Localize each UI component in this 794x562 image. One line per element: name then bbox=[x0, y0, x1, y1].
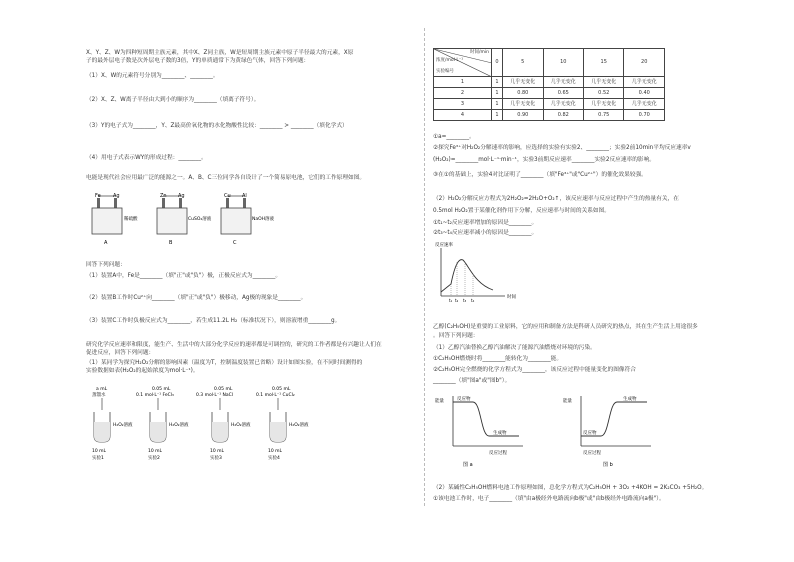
diag-b-y: 能量 bbox=[563, 399, 572, 404]
cell-b-e2: Ag bbox=[178, 193, 185, 199]
q2-part-3: （3）装置C工作时负极反应式为________，若生成11.2L H₂（标准状况下），则溶液增重________g。 bbox=[86, 318, 341, 324]
tube-4 bbox=[256, 386, 309, 461]
r-line-7: ①t₁~t₂反应速率增加的原因是________。 bbox=[433, 220, 538, 226]
q1-part-1: （1）X、W的元素符号分别为________、________。 bbox=[86, 73, 219, 79]
table-cell: 几乎无变化 bbox=[503, 99, 543, 110]
tube-2 bbox=[136, 386, 189, 461]
table-header-cell: 10 bbox=[543, 49, 583, 77]
cell-c-e2: Al bbox=[242, 193, 247, 199]
table-cell: 0.65 bbox=[543, 88, 583, 99]
diag-b-top: 生成物 bbox=[623, 397, 637, 402]
table-cell: 几乎无变化 bbox=[624, 99, 665, 110]
q2-intro: 电能是现代社会应用最广泛的能源之一。A、B、C三位同学各自设计了一个简易原电池，它们的工作原理如图。 bbox=[86, 175, 366, 181]
cell-a-e1: Fe bbox=[95, 193, 101, 199]
tick-t1: t₁ bbox=[449, 298, 453, 303]
tube-1-top: a mL bbox=[96, 387, 108, 392]
table-header-cell: 15 bbox=[584, 49, 624, 77]
r-line-13: ②C₂H₅OH完全燃烧的化学方程式为________，该反应过程中能量变化的图像符合 bbox=[433, 367, 636, 373]
cell-c-sol: NaOH溶液 bbox=[252, 217, 275, 222]
cell-a bbox=[92, 193, 138, 246]
tick-t4: t₄ bbox=[471, 298, 475, 303]
data-table bbox=[433, 48, 665, 121]
table-cell: 0.75 bbox=[584, 110, 624, 121]
diag-a-x: 反应过程 bbox=[489, 451, 507, 456]
table-header-cell: 5 bbox=[503, 49, 543, 77]
r-line-2: ②探究Fe³⁺对H₂O₂分解速率的影响，应选择的实验有实验2、________；实验2前10min平均反应速率v bbox=[433, 145, 691, 151]
tube-4-top2: 0.1 mol·L⁻¹ CuCl₂ bbox=[256, 393, 295, 398]
r-line-10: 。回答下列问题： bbox=[433, 333, 479, 339]
rate-ylabel: 反应速率 bbox=[435, 243, 453, 248]
tubes-figure bbox=[86, 384, 326, 464]
corner-bot: 实验编号 bbox=[436, 69, 454, 75]
tick-t3: t₃ bbox=[463, 298, 467, 303]
table-cell: 1 bbox=[492, 77, 503, 88]
q1-intro: X、Y、Z、W为四种短周期主族元素，其中X、Z同主族，W是短周期主族元素中原子半径最大的元素，X原 bbox=[86, 50, 354, 56]
cell-a-sol: 稀硫酸 bbox=[124, 217, 138, 222]
tube-2-vol: 10 mL bbox=[148, 449, 163, 454]
table-row bbox=[434, 77, 665, 88]
table-header-cell: 20 bbox=[624, 49, 665, 77]
q1-part-4: （4）用电子式表示WY的形成过程：________。 bbox=[86, 155, 207, 161]
r-line-11: （1）乙醇汽油替换乙醇汽油解决了能源汽油燃烧对环境的污染。 bbox=[433, 345, 596, 351]
tube-1 bbox=[92, 386, 133, 461]
table-row bbox=[434, 110, 665, 121]
tube-1-label: 实验1 bbox=[92, 456, 104, 461]
q3-part-1b: 实验数据如表(H₂O₂的起始浓度为mol·L⁻¹)。 bbox=[86, 368, 199, 374]
diag-a-bottom: 生成物 bbox=[493, 431, 507, 436]
r-line-5: （2）H₂O₂分解反应方程式为2H₂O₂=2H₂O+O₂↑，该反应速率与反应过程中产生的热量有关，在 bbox=[433, 196, 679, 202]
cell-b-e1: Zn bbox=[160, 193, 167, 199]
table-header-cell: 0 bbox=[492, 49, 503, 77]
tube-3-sol: H₂O₂溶液 bbox=[231, 423, 251, 428]
table-cell: 1 bbox=[492, 88, 503, 99]
table-cell: 几乎无变化 bbox=[584, 99, 624, 110]
cell-c-label: C bbox=[233, 240, 237, 246]
r-line-1: ①a=________。 bbox=[433, 134, 475, 140]
cell-a-e2: Ag bbox=[113, 193, 120, 199]
tube-3 bbox=[196, 386, 251, 461]
table-row bbox=[434, 88, 665, 99]
tube-3-top: 0.05 mL bbox=[214, 387, 233, 392]
rate-graph bbox=[433, 240, 533, 306]
q3-part-1: （1）某同学为探究H₂O₂分解的影响因素（温度为T，控制温度装置已省略）设计如图实验，在不同时间测得的 bbox=[86, 360, 363, 366]
table-cell: 0.70 bbox=[624, 110, 665, 121]
diag-a-y: 能量 bbox=[435, 399, 444, 404]
table-cell: 0.90 bbox=[503, 110, 543, 121]
tube-2-label: 实验2 bbox=[148, 456, 160, 461]
diag-b-cap: 图 b bbox=[603, 462, 613, 468]
cell-b-label: B bbox=[169, 240, 173, 246]
rate-xlabel: 时间 bbox=[507, 295, 516, 300]
diag-a-top: 反应物 bbox=[457, 397, 471, 402]
cell-b bbox=[157, 193, 212, 246]
cell-b-sol: CuSO₄溶液 bbox=[188, 217, 212, 222]
r-line-12: ①C₂H₅OH燃烧时将________能转化为________能。 bbox=[433, 356, 563, 362]
diag-b-bottom: 反应物 bbox=[583, 431, 597, 436]
table-cell: 几乎无变化 bbox=[543, 77, 583, 88]
tube-2-top: 0.05 mL bbox=[152, 387, 171, 392]
corner-mid: 浓度/mol·L⁻¹ bbox=[436, 58, 464, 63]
table-cell: 3 bbox=[434, 99, 492, 110]
r-line-6: 0.5mol H₂O₂置于某催化剂作用下分解，反应速率与时间的关系如图。 bbox=[433, 208, 610, 214]
diag-b-x: 反应过程 bbox=[583, 451, 601, 456]
table-cell: 几乎无变化 bbox=[584, 77, 624, 88]
cell-c-e1: Cu bbox=[224, 193, 231, 199]
energy-diagrams bbox=[433, 392, 683, 472]
column-divider bbox=[424, 28, 425, 506]
table-cell: 2 bbox=[434, 88, 492, 99]
diagram-b bbox=[563, 395, 651, 468]
corner-top: 时间/min bbox=[469, 50, 489, 55]
table-cell: 4 bbox=[434, 110, 492, 121]
table-cell: 几乎无变化 bbox=[503, 77, 543, 88]
q1-intro-2: 子的最外层电子数是次外层电子数的3倍，Y的单质通常下为黄绿色气体，回答下列问题： bbox=[86, 58, 310, 64]
r-line-15: （2）某碱性C₂H₅OH燃料电池工作原理如图，总化学方程式为C₂H₅OH + 3O₂ +4KOH = 2K₂CO₃ +5H₂O。 bbox=[433, 485, 708, 491]
r-line-8: ②t₃~t₄反应速率减小的原因是________。 bbox=[433, 230, 538, 236]
tube-3-top2: 0.3 mol·L⁻¹ NaCl bbox=[196, 393, 234, 398]
tick-t2: t₂ bbox=[455, 298, 459, 303]
q2-head: 回答下列问题： bbox=[86, 262, 126, 268]
r-line-9: 乙醇(C₂H₅OH)是重要的工业原料，它的应用和制备方法是科研人员研究的热点，其在生产生活上用途很多 bbox=[433, 324, 698, 330]
q1-part-3: （3）Y的电子式为________，Y、Z最高价氧化物的水化物酸性比较：________ > ________（填化学式） bbox=[86, 123, 348, 129]
table-cell: 几乎无变化 bbox=[624, 77, 665, 88]
tube-3-label: 实验3 bbox=[210, 456, 222, 461]
table-cell: 0.80 bbox=[503, 88, 543, 99]
table-cell: 1 bbox=[492, 99, 503, 110]
tube-4-sol: H₂O₂溶液 bbox=[289, 423, 309, 428]
tube-1-sol: H₂O₂溶液 bbox=[113, 423, 133, 428]
q1-part-2: （2）X、Z、W离子半径由大到小的顺序为________（填离子符号）。 bbox=[86, 97, 260, 103]
r-line-16: ①该电池工作时，电子________（填"由a极经外电路流向b极"或"由b极经外电路流向a极"）。 bbox=[433, 496, 665, 502]
table-row bbox=[434, 99, 665, 110]
r-line-4: ③在①的基础上，实验4对比证明了________（填"Fe³⁺"或"Cu²⁺"）的催化效果较强。 bbox=[433, 172, 647, 178]
table-cell: 1 bbox=[492, 110, 503, 121]
cell-a-label: A bbox=[104, 240, 108, 246]
tube-3-vol: 10 mL bbox=[210, 449, 225, 454]
tube-4-top: 0.05 mL bbox=[272, 387, 291, 392]
table-cell: 几乎无变化 bbox=[543, 99, 583, 110]
tube-4-label: 实验4 bbox=[268, 456, 280, 461]
table-cell: 0.40 bbox=[624, 88, 665, 99]
r-line-3: (H₂O₂)=________mol·L⁻¹·min⁻¹，实验3前期反应速率________实验2反应速率的影响。 bbox=[433, 157, 655, 163]
tube-1-vol: 10 mL bbox=[92, 449, 107, 454]
tube-4-vol: 10 mL bbox=[268, 449, 283, 454]
q2-part-1: （1）装置A中，Fe是________（填"正"或"负"）极，正极反应式为________。 bbox=[86, 273, 282, 279]
r-line-14: ________（填"图a"或"图b"）。 bbox=[433, 378, 511, 384]
diag-a-cap: 图 a bbox=[463, 462, 473, 468]
q3-intro: 研究化学反应速率和限度，能生产、生活中的大部分化学反应的速率都是可调控的，研究的工作者都是有兴趣让人们在 bbox=[86, 342, 382, 348]
galvanic-cells-figure bbox=[86, 190, 286, 248]
table-cell: 1 bbox=[434, 77, 492, 88]
q2-part-2: （2）装置B工作时Cu²⁺向________（填"正"或"负"）极移动，Ag极的现象是________。 bbox=[86, 295, 307, 301]
diagram-a bbox=[435, 395, 523, 468]
tube-2-sol: H₂O₂溶液 bbox=[169, 423, 189, 428]
tube-2-top2: 0.1 mol·L⁻¹ FeCl₃ bbox=[136, 393, 174, 398]
table-cell: 0.52 bbox=[584, 88, 624, 99]
tube-1-top2: 蒸馏水 bbox=[92, 393, 106, 398]
q3-intro-2: 促进反应，回答下列问题： bbox=[86, 350, 155, 356]
cell-c bbox=[221, 193, 275, 246]
table-cell: 0.82 bbox=[543, 110, 583, 121]
table-corner bbox=[434, 49, 492, 77]
